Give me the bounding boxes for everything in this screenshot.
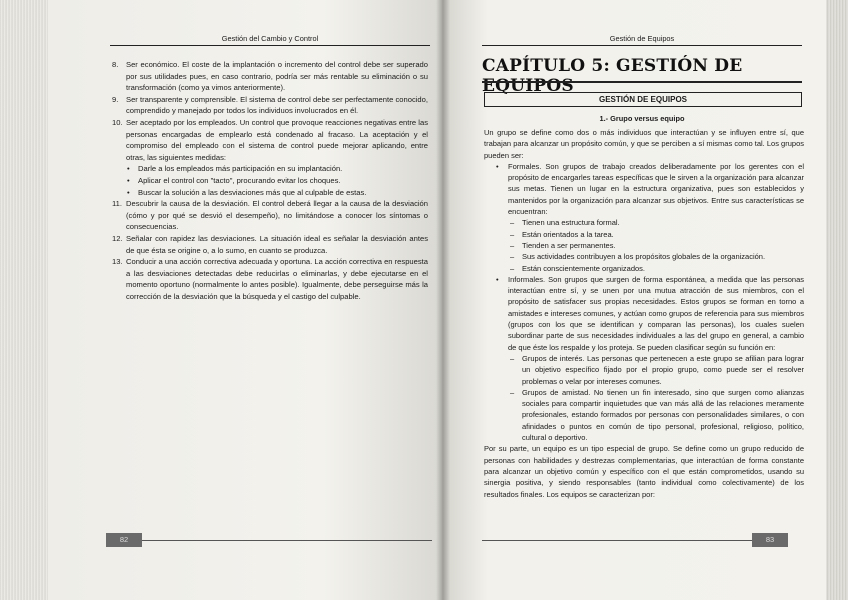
chapter-title: CAPÍTULO 5: GESTIÓN DE EQUIPOS [482,56,743,96]
chapter-rule [482,81,802,83]
list-item: 12. Señalar con rapidez las desviaciones. La situación ideal es señalar la desviación antes de que ésta se origine o, a lo sumo, en cuanto se produzca. [112,233,428,255]
dash-icon: – [510,252,515,262]
list-item: 13. Conducir a una acción correctiva adecuada y oportuna. La acción correctiva en respuesta a las desviaciones detectadas debe reducirlas o eliminarlas, y debe ejecutarse en el momento oportuno (normalmente lo antes posible). Igualmente, debe perseguirse más la corrección de la desviación que la búsqueda y el castigo del culpable. [112,257,428,301]
dash-item: – Tienen una estructura formal. [510,218,620,228]
right-running-header: Gestión de Equipos [482,34,802,46]
bullet-icon: • [127,187,130,197]
dash-item: – Tienden a ser permanentes. [510,240,616,250]
list-item: 8. Ser económico. El coste de la implantación o incremento del control debe ser superado por sus utilidades pues, en caso contrario, podría ser más rentable su eliminación o su transformación (como ya vimos anteriormente). [112,60,428,93]
bullet-item: • Informales. Son grupos que surgen de forma espontánea, a medida que las personas interactúan entre sí, y se unen por una mutua atracción de sus miembros, con el propósito de satisfacer sus propias necesidades. Estos grupos se forman en torno a amistades e intereses comunes, y actúan como grupos de referencia para sus miembros (grupos con los que se identifican y comparan las personas), los cuales suelen subordinar parte de sus necesidades individuales a las del grupo en general, a cambio de que éste los respalde y los proteja. Se pueden clasificar según su función en: [496,274,804,352]
right-page-number: 83 [752,533,788,547]
bullet-icon: • [127,164,130,174]
right-page [442,0,826,600]
boxed-section-title: GESTIÓN DE EQUIPOS [484,92,802,107]
paragraph: Por su parte, un equipo es un tipo especial de grupo. Se define como un grupo reducido de personas con habilidades y destrezas complementarias, que interactúan de forma constante para alcanzar un objetivo común y específico con el que están comprometidos, usando su sinergia positiva, y siendo responsables (tanto individual como colectivamente) de los resultados finales. Los equipos se caracterizan por: [484,444,804,499]
paragraph: Un grupo se define como dos o más individuos que interactúan y se influyen entre sí, que trabajan para alcanzar un propósito común, y que se perciben a sí mismas como tal. Los grupos pueden ser: [484,128,804,160]
bullet-icon: • [496,161,499,171]
page-edges-left [0,0,48,600]
dash-icon: – [510,387,515,397]
bullet-item: • Darle a los empleados más participación en su implantación. [127,164,343,174]
list-item: 9. Ser transparente y comprensible. El sistema de control debe ser perfectamente conocido, comprendido y manejado por todos los individuos involucrados en él. [112,94,428,116]
dash-icon: – [510,218,515,228]
dash-item: – Grupos de interés. Las personas que pertenecen a este grupo se afilian para lograr un objetivo específico fijado por el propio grupo, como puede ser el resolver problemas o velar por intereses comunes. [510,353,804,386]
left-page-number: 82 [106,533,142,547]
dash-item: – Están conscientemente organizados. [510,263,645,273]
dash-icon: – [510,353,515,363]
left-page [48,0,442,600]
dash-item: – Grupos de amistad. No tienen un fin interesado, sino que surgen como alianzas sociales para compartir inquietudes que van más allá de las relaciones meramente profesionales, estando formados por personas con personalidades similares, o con afinidades o puntos en común de tipo personal, profesional, religioso, político, cultural o deportivo. [510,387,804,443]
bullet-item: • Formales. Son grupos de trabajo creados deliberadamente por los gerentes con el propósito de encargarles tareas específicas que le sirven a la organización para alcanzar sus metas. Tienen un lugar en la estructura organizativa, pues son establecidos y mantenidos por la organización para alcanzar sus objetivos. Entre sus características se encuentran: [496,161,805,217]
list-item: 11. Descubrir la causa de la desviación. El control deberá llegar a la causa de la desviación (cómo y por qué se desvió el desempeño), no limitándose a conocer los síntomas o consecuencias. [112,199,428,232]
right-body [484,127,804,500]
dash-icon: – [510,240,515,250]
right-footer-rule [482,540,752,541]
section-title: 1.- Grupo versus equipo [599,114,685,123]
left-running-header: Gestión del Cambio y Control [110,34,430,46]
bullet-icon: • [496,274,499,284]
bullet-item: • Aplicar el control con "tacto", procurando evitar los choques. [127,175,341,185]
list-item: 10. Ser aceptado por los empleados. Un control que provoque reacciones negativas entre las personas encargadas de emplearlo está condenado al fracaso. La aceptación y el compromiso del empleado con el sistema de control puede mejorar aplicando, entre otras, las siguientes medidas: [112,117,428,162]
dash-icon: – [510,263,515,273]
left-footer-rule [142,540,432,541]
dash-icon: – [510,229,515,239]
bullet-item: • Buscar la solución a las desviaciones más que al culpable de estas. [127,187,367,197]
dash-item: – Sus actividades contribuyen a los propósitos globales de la organización. [510,252,766,262]
left-body [112,59,428,302]
bullet-icon: • [127,175,130,185]
dash-item: – Están orientados a la tarea. [510,229,614,239]
book-gutter [436,0,450,600]
page-edges-right [826,0,848,600]
